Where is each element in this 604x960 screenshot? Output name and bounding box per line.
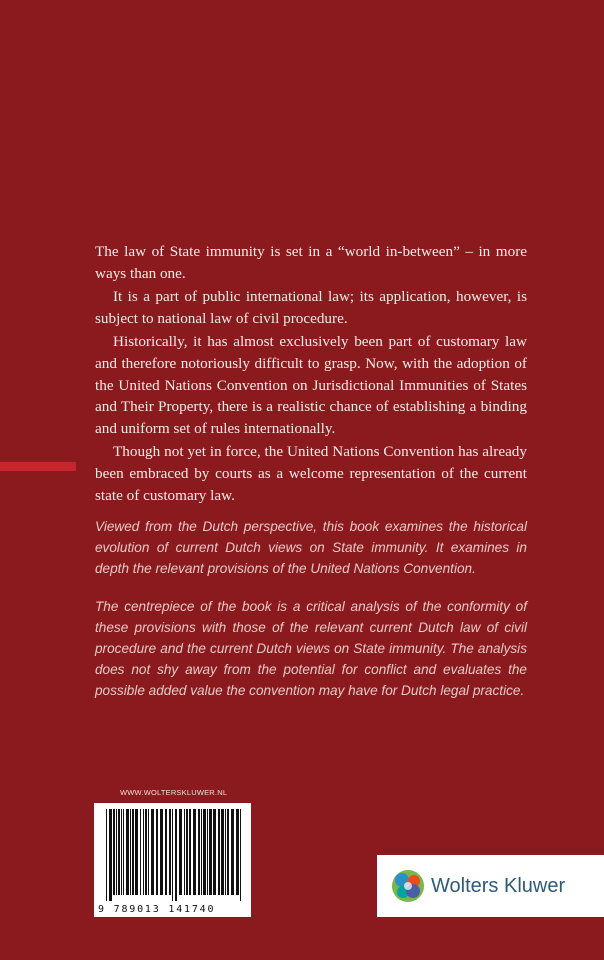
barcode-bar [132, 809, 134, 895]
barcode-bar [126, 809, 129, 895]
barcode-bar [165, 809, 167, 895]
barcode-bar [118, 809, 120, 895]
barcode-bar [130, 809, 131, 895]
isbn-number: 9 789013 141740 [98, 904, 216, 915]
barcode-bar [240, 809, 241, 901]
wolters-kluwer-logo-icon [391, 869, 425, 903]
barcode-bar [156, 809, 158, 895]
barcode-bar [175, 809, 177, 901]
barcode-bar [140, 809, 141, 895]
barcode-bar [207, 809, 208, 895]
barcode-bar [106, 809, 107, 901]
barcode-bar [143, 809, 144, 895]
website-url[interactable]: WWW.WOLTERSKLUWER.NL [120, 788, 228, 797]
barcode-bar [148, 809, 149, 895]
summary-paragraph-2: The centrepiece of the book is a critical analysis of the conformity of these provisions with those of the relevant current Dutch law of civil procedure and the current Dutch views on State immunity. The analysis does not shy away from the potential for conflict and evaluates the possible added value the convention may have for Dutch legal practice. [95, 599, 527, 698]
barcode-bar [198, 809, 200, 895]
blurb-paragraph-3: Historically, it has almost exclusively been part of customary law and therefore notoriously difficult to grasp. Now, with the adoption of the United Nations Convention on Jurisdictional Immunities of States and Their Property, there is a realistic chance of establishing a binding and uniform set of rules internationally. [95, 333, 527, 437]
blurb-paragraph-2: It is a part of public international law; its application, however, is subject to national law of civil procedure. [95, 288, 527, 327]
barcode-bar [221, 809, 224, 895]
barcode-bar [184, 809, 185, 895]
blurb-paragraph-1: The law of State immunity is set in a “world in-between” – in more ways than one. [95, 243, 527, 282]
barcode-bar [227, 809, 229, 895]
barcode-bar [213, 809, 216, 895]
blurb-paragraph-4: Though not yet in force, the United Nations Convention has already been embraced by courts as a welcome representation of the current state of customary law. [95, 443, 527, 504]
barcode-bar [113, 809, 115, 895]
barcode-bar [201, 809, 202, 895]
barcode-bar [186, 809, 188, 895]
barcode-bar [169, 809, 171, 895]
summary-paragraph-1: Viewed from the Dutch perspective, this book examines the historical evolution of current Dutch views on State immunity. It examines in depth the relevant provisions of the United Nations Convention. [95, 519, 527, 576]
barcode-bar [236, 809, 239, 895]
barcode-bar [179, 809, 182, 895]
barcode-bar [121, 809, 122, 895]
barcode-bar [135, 809, 138, 895]
red-accent-bar [0, 462, 76, 471]
barcode-bar [116, 809, 117, 895]
barcode-bar [231, 809, 234, 895]
barcode-bar [189, 809, 191, 895]
barcode-bar [193, 809, 196, 895]
barcode-bar [225, 809, 226, 895]
barcode-bars [94, 803, 251, 901]
barcode-bar [123, 809, 124, 895]
back-cover-blurb [95, 241, 527, 506]
publisher-logo-box [377, 855, 604, 917]
barcode-bar [151, 809, 154, 895]
isbn-barcode [94, 803, 251, 917]
barcode-bar [203, 809, 206, 895]
publisher-name: Wolters Kluwer [431, 874, 566, 897]
barcode-bar [218, 809, 220, 895]
barcode-bar [145, 809, 147, 895]
barcode-bar [160, 809, 163, 895]
summary-block-2 [95, 596, 527, 701]
barcode-bar [109, 809, 112, 901]
summary-block-1 [95, 516, 527, 579]
barcode-bar [209, 809, 212, 895]
barcode-bar [172, 809, 173, 901]
